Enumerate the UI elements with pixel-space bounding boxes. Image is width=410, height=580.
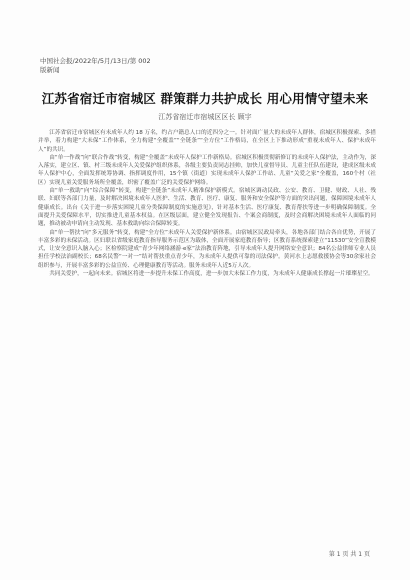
article-paragraph: 由“单一救助”向“综合保障”转变，构建“全链条”未成年人精准保护新模式。宿城区调动民政、公安、教育、卫健、财政、人社、残联、妇联等各部门力量，及时解决困境未成年人医护、生活、教育、医疗、康复、服务和安全保护等方面的突出问题，保障困境未成年人健康成长。出台《关于进一步落实困境儿童分类保障制度的实施意见》，针对基本生活、医疗康复、教育帮扶等进一步明确保障制度。全面提升关爱保障水平，切实推进儿童基本权益。在区级层面，建立健全发现报告、个案会商制度，及时会商解决困境未成年人面临的问题，推动被动申请向主动发现、基本救助向综合保障转变。: [38, 188, 376, 228]
article-paragraph: 江苏省宿迁市宿城区有未成年人约 18 万名，约占户籍总人口的近四分之一。针对面广量大的未成年人群体，宿城区积极探索、多措并举，着力构建“大未保”工作体系，全力构建“全覆盖”“全链条”“全方位”工作格局，在全区上下推动形成“重视未成年人、保护未成年人”的共识。: [38, 130, 376, 153]
article-body: [38, 129, 376, 278]
article-paragraph: 共同关爱护，一起向未来。宿城区将进一步提升未保工作高度，进一步加大未保工作力度，为未成年人健康成长撑起一片璀璨星空。: [49, 271, 374, 278]
page-counter: 第 1 页 共 1 页: [328, 551, 370, 558]
article-title: 江苏省宿迁市宿城区 群策群力共护成长 用心用情守望未来: [41, 91, 369, 106]
article-paragraph: 由“单一作战”向“联合作战”转变，构建“全覆盖”未成年人保护工作新格局。宿城区积极贯彻新修订的未成年人保护法，主动作为，深入落实，建立区、镇、村三级未成年人关爱保护组织体系，各级主要负责同志挂帅，加快儿童督导员、儿童主任队伍建设，建成区级未成年人保护中心，全面发挥统筹协调、指挥调度作用，15个镇（街道）实现未成年人保护工作站、儿童“关爱之家”全覆盖，160个村（社区）实现儿童关爱服务场所全覆盖，织密了覆盖广泛的关爱保护网络。: [38, 154, 376, 186]
article-paragraph: 由“单一帮扶”向“多元服务”转变，构建“全方位”未成年人关爱保护新体系。由宿城区民政局牵头，各地各部门结合各自优势，开展了丰富多彩的未保活动。区妇联以省级家庭教育指导服务示范区为载体，全面开展家庭教育指导；区教育系统探索建立“11530”安全宣教模式，让安全意识入脑入心；区检察院建成“青少年网络涵游·e家”法治教育阵地，引导未成年人提升网络安全意识；84名公益律师专业人员担任学校法治副校长；68名民警“一对一”结对帮扶重点青少年，为未成年人提供可靠的司法保护。黄河水上志愿救援协会等30余家社会组织参与，开展丰富多彩的公益宣传、心理健康教育等活动。服务未成年人近5万人次。: [38, 229, 376, 269]
source-line: 中国社会报/2022年/5月/13日/第 002: [40, 57, 151, 65]
article-byline: 江苏省宿迁市宿城区区长 顾宇: [158, 113, 252, 121]
section-label: 版新闻: [40, 66, 60, 74]
